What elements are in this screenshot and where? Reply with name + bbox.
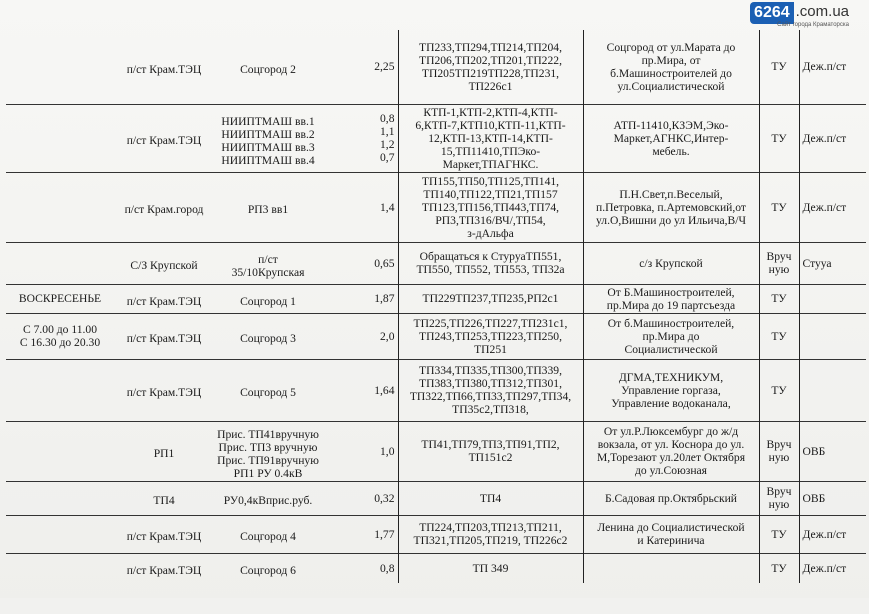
table-row [6,172,866,242]
area-cell: АТП-11410,КЗЭМ,Эко- Маркет,АГНКС,Интер- мебель. [583,104,759,172]
control-mode-cell: ТУ [759,284,799,313]
area-cell: От б.Машиностроителей, пр.Мира до Социалистической [583,313,759,359]
side-note [6,553,114,583]
area-cell: От Б.Машиностроителей, пр.Мира до 19 партсъезда [583,284,759,313]
load-value-cell: 2,25 [374,60,395,74]
tp-list-cell: ТП334,ТП335,ТП300,ТП339, ТП383,ТП380,ТП312,ТП301, ТП322,ТП66,ТП33,ТП297,ТП34, ТП35с2,ТП318, [398,359,583,421]
table-row [6,284,866,313]
line-cell: Соцгород 4 [214,515,322,553]
table-row [6,30,866,104]
responsible-cell: Деж.п/ст [799,553,866,583]
outage-schedule-table [6,30,866,583]
tp-list-cell: Обращаться к СтуруаТП551, ТП550, ТП552, ТП553, ТП32а [398,242,583,284]
area-cell: От ул.Р.Люксембург до ж/д вокзала, от ул. Коснора до ул. М,Торезают ул.20лет Октября до ул.Союзная [583,421,759,481]
load-value-cell: 1,77 [322,515,398,553]
responsible-cell: Стууа [799,242,866,284]
control-mode-cell: ТУ [759,172,799,242]
line-cell: РП3 вв1 [214,172,322,242]
source-cell: ТП4 [114,481,214,515]
control-mode-cell: ТУ [759,313,799,359]
tp-list-cell: ТП 349 [398,553,583,583]
load-value-cell: 2,0 [322,313,398,359]
line-cell: Соцгород 1 [214,284,322,313]
area-cell [583,553,759,583]
responsible-cell: Деж.п/ст [799,515,866,553]
line-cell: Прис. ТП41вручную Прис. ТП3 вручную Прис. ТП91вручную РП1 РУ 0.4кВ [214,421,322,481]
responsible-cell: Деж.п/ст [799,104,866,172]
table-row [6,104,866,172]
control-mode-cell: ТУ [759,515,799,553]
table-row [6,359,866,421]
responsible-cell [799,284,866,313]
source-cell: п/ст Крам.ТЭЦ [114,313,214,359]
table-row [6,553,866,583]
tp-list-cell: КТП-1,КТП-2,КТП-4,КТП- 6,КТП-7,КТП10,КТП-11,КТП- 12,КТП-13,КТП-14,КТП- 15,ТП11410,ТПЭко- Маркет,ТПАГНКС. [398,104,583,172]
source-cell: п/ст Крам.ТЭЦ [114,284,214,313]
control-mode-cell: ТУ [759,30,799,104]
source-cell: п/ст Крам.ТЭЦ [114,553,214,583]
load-value-cell: 1,4 [322,172,398,242]
table-row [6,421,866,481]
responsible-cell [799,313,866,359]
side-time-2: С 16.30 до 20.30 [19,336,101,349]
source-cell: п/ст Крам.ТЭЦ [114,104,214,172]
load-value-cell: 0,32 [322,481,398,515]
area-cell: Ленина до Социалистической и Катеринича [583,515,759,553]
side-note [6,30,114,104]
source-cell: п/ст Крам.ТЭЦ [114,515,214,553]
load-value-cell: 1,0 [322,421,398,481]
tp-list-cell: ТП229ТП237,ТП235,РП2с1 [398,284,583,313]
load-value-cell: 0,8 [322,553,398,583]
control-mode-cell: Вруч ную [759,242,799,284]
page-bottom-margin [0,598,869,614]
table-row [6,515,866,553]
side-note [6,104,114,172]
responsible-cell: Деж.п/ст [799,172,866,242]
tp-list-cell: ТП41,ТП79,ТП3,ТП91,ТП2, ТП151с2 [398,421,583,481]
side-note: ВОСКРЕСЕНЬЕ [6,284,114,313]
responsible-cell: ОВБ [799,421,866,481]
side-note [6,172,114,242]
tp-list-cell: ТП233,ТП294,ТП214,ТП204, ТП206,ТП202,ТП201,ТП222, ТП205ТП219ТП228,ТП231, ТП226с1 [398,30,583,104]
line-cell: НИИПТМАШ вв.1 НИИПТМАШ вв.2 НИИПТМАШ вв.3 НИИПТМАШ вв.4 [214,104,322,172]
tp-list-cell: ТП225,ТП226,ТП227,ТП231с1, ТП243,ТП253,ТП223,ТП250, ТП251 [398,313,583,359]
area-cell: П.Н.Свет,п.Веселый, п.Петровка, п.Артемовский,от ул.О,Вишни до ул Ильича,В/Ч [583,172,759,242]
logo-number: 6264 [750,2,794,24]
side-note [6,515,114,553]
side-note [6,242,114,284]
control-mode-cell: ТУ [759,553,799,583]
load-value-cell: 0,65 [322,242,398,284]
responsible-cell: ОВБ [799,481,866,515]
responsible-cell: Деж.п/ст [799,30,866,104]
logo-tagline: Сайт города Краматорска [777,22,849,28]
control-mode-cell: ТУ [759,104,799,172]
site-watermark-logo[interactable] [750,2,849,28]
load-value-cell: 0,8 1,1 1,2 0,7 [322,104,398,172]
source-cell: РП1 [114,421,214,481]
responsible-cell [799,359,866,421]
line-cell: Соцгород 3 [214,313,322,359]
source-cell: С/З Крупской [114,242,214,284]
side-time-1: С 7.00 до 11.00 [22,323,98,336]
area-cell: с/з Крупской [583,242,759,284]
table-row [6,481,866,515]
load-value-cell: 1,87 [322,284,398,313]
control-mode-cell: ТУ [759,359,799,421]
line-cell: Соцгород 2 [240,62,296,76]
control-mode-cell: Вруч ную [759,481,799,515]
source-cell: п/ст Крам.город [114,172,214,242]
area-cell: ДГМА,ТЕХНИКУМ, Управление горгаза, Управление водоканала, [583,359,759,421]
table-row [6,313,866,359]
side-note [6,421,114,481]
source-cell: п/ст Крам.ТЭЦ [114,359,214,421]
table-row [6,242,866,284]
side-note [6,359,114,421]
line-cell: Соцгород 5 [214,359,322,421]
area-cell: Б.Садовая пр.Октябрьский [583,481,759,515]
load-value-cell: 1,64 [322,359,398,421]
side-note [6,313,114,359]
area-cell: Соцгород от ул.Марата до пр.Мира, от б.Машиностроителей до ул.Социалистической [583,30,759,104]
side-note [6,481,114,515]
tp-list-cell: ТП224,ТП203,ТП213,ТП211, ТП321,ТП205,ТП219, ТП226с2 [398,515,583,553]
line-cell: РУ0,4кВприс.руб. [214,481,322,515]
line-cell: п/ст 35/10Крупская [214,242,322,284]
control-mode-cell: Вруч ную [759,421,799,481]
logo-domain: .com.ua [795,3,849,20]
tp-list-cell: ТП4 [398,481,583,515]
source-cell: п/ст Крам.ТЭЦ [126,62,202,76]
tp-list-cell: ТП155,ТП50,ТП125,ТП141, ТП140,ТП122,ТП21,ТП157 ТП123,ТП156,ТП443,ТП74, РП3,ТП316/ВЧ/,ТП54, з-дАльфа [398,172,583,242]
line-cell: Соцгород 6 [214,553,322,583]
